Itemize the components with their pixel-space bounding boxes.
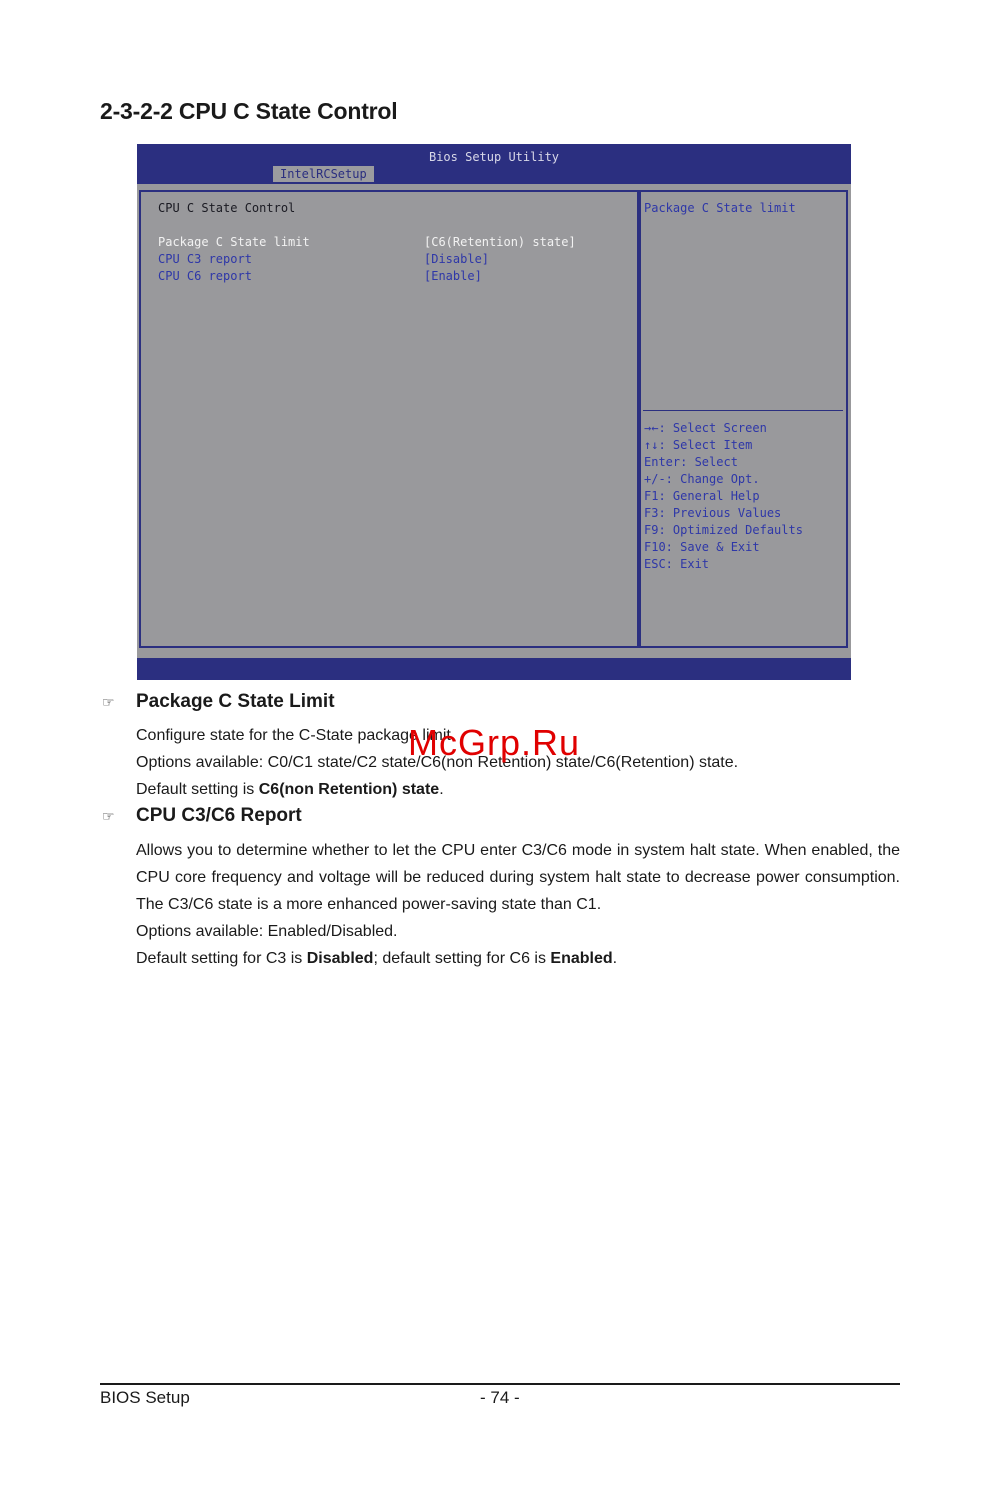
watermark: McGrp.Ru bbox=[408, 722, 581, 763]
key-hint-previous-values: F3: Previous Values bbox=[644, 506, 782, 520]
pointing-hand-icon: ☞ bbox=[102, 695, 115, 711]
key-hint-select-screen: →←: Select Screen bbox=[644, 421, 767, 435]
cpu-section-description: Allows you to determine whether to let the CPU enter C3/C6 mode in system halt state. When enabled, the CPU core frequency and voltage will be reduced during system halt state to decrease power consumption. The C3/C6 state is a more enhanced power-saving state than C1. bbox=[136, 842, 900, 913]
key-hint-select-item: ↑↓: Select Item bbox=[644, 438, 753, 452]
bios-body bbox=[137, 184, 851, 658]
key-hint-save-exit: F10: Save & Exit bbox=[644, 540, 760, 554]
package-line-options: Options available: C0/C1 state/C2 state/C6(non Retention) state/C6(Retention) state. bbox=[136, 754, 739, 771]
footer-section-name: BIOS Setup bbox=[100, 1388, 190, 1407]
package-line-configure: Configure state for the C-State package limit. bbox=[136, 727, 456, 744]
setting-label-cpu-c6-report[interactable]: CPU C6 report bbox=[158, 269, 252, 283]
c3-default-value: Disabled bbox=[306, 950, 374, 967]
cpu-section-body bbox=[136, 837, 900, 972]
c6-default-value: Enabled bbox=[550, 950, 613, 967]
section-title: 2-3-2-2 CPU C State Control bbox=[100, 98, 398, 124]
package-section-title: Package C State Limit bbox=[136, 691, 335, 712]
panel-title: CPU C State Control bbox=[158, 201, 296, 215]
setting-label-cpu-c3-report[interactable]: CPU C3 report bbox=[158, 252, 252, 266]
tab-intelrcsetup[interactable]: IntelRCSetup bbox=[273, 166, 374, 182]
setting-value-cpu-c3-report[interactable]: [Disable] bbox=[424, 252, 490, 266]
help-text: Package C State limit bbox=[644, 201, 796, 215]
key-hint-optimized-defaults: F9: Optimized Defaults bbox=[644, 523, 803, 537]
help-panel bbox=[639, 190, 848, 648]
help-divider bbox=[643, 410, 843, 411]
bios-footer-bar bbox=[137, 658, 851, 680]
setting-label-package-c-state[interactable]: Package C State limit bbox=[158, 235, 310, 249]
key-hint-change-opt: +/-: Change Opt. bbox=[644, 472, 760, 486]
bios-screenshot bbox=[137, 144, 851, 680]
key-hint-general-help: F1: General Help bbox=[644, 489, 760, 503]
setting-value-package-c-state[interactable]: [C6(Retention) state] bbox=[424, 235, 576, 249]
bios-app-title: Bios Setup Utility bbox=[428, 150, 560, 164]
package-line-default: Default setting is C6(non Retention) state. bbox=[136, 781, 444, 798]
package-default-value: C6(non Retention) state bbox=[258, 781, 440, 798]
key-hint-enter: Enter: Select bbox=[644, 455, 738, 469]
cpu-section-title: CPU C3/C6 Report bbox=[136, 805, 302, 826]
pointing-hand-icon: ☞ bbox=[102, 809, 115, 825]
cpu-line-default: Default setting for C3 is Disabled; default setting for C6 is Enabled. bbox=[136, 950, 618, 967]
cpu-line-options: Options available: Enabled/Disabled. bbox=[136, 923, 398, 940]
key-hint-esc-exit: ESC: Exit bbox=[644, 557, 710, 571]
footer-rule bbox=[100, 1383, 900, 1385]
bios-header bbox=[137, 144, 851, 184]
page-number: - 74 - bbox=[480, 1388, 520, 1407]
setting-value-cpu-c6-report[interactable]: [Enable] bbox=[424, 269, 482, 283]
